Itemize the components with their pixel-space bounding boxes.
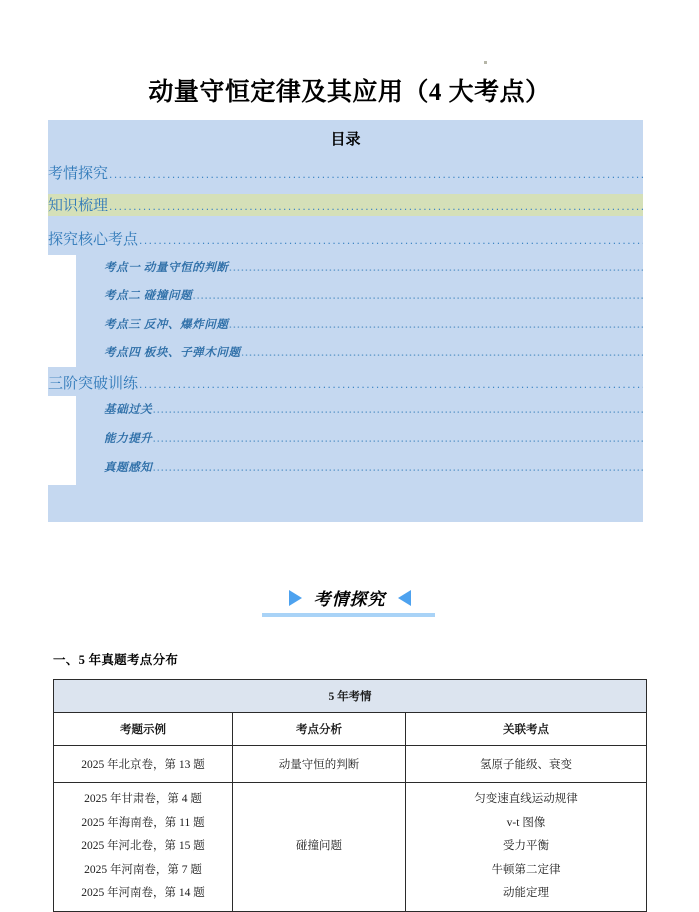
toc-dot-leader [193,290,643,302]
column-header-examples: 考题示例 [54,713,233,746]
toc-subitem-kaodian-3[interactable] [76,316,643,336]
toc-dot-leader [109,197,643,212]
toc-white-notch-lower [48,396,76,485]
cell-analysis: 碰撞问题 [233,783,406,912]
toc-subitem-label: 考点四 板块、子弹木问题 [104,347,241,359]
toc-subitem-label: 真题感知 [104,462,153,474]
toc-item-kaoqingtanjiu[interactable] [48,162,643,184]
cell-examples: 2025 年北京卷，第 13 题 [54,746,233,783]
toc-item-label: 探究核心考点 [48,231,139,248]
section-title: 考情探究 [313,590,386,609]
toc-subitem-label: 考点一 动量守恒的判断 [104,262,229,274]
toc-subitem-label: 考点三 反冲、爆炸问题 [104,319,229,331]
toc-dot-leader [139,375,643,390]
cell-related: 匀变速直线运动规律 v-t 图像 受力平衡 牛顿第二定律 动能定理 [406,783,647,912]
table-header-row [54,713,647,746]
toc-subitem-nenglitisheng[interactable] [76,430,643,450]
scan-artifact-dot [484,61,487,64]
toc-subitem-label: 基础过关 [104,404,153,416]
toc-dot-leader [153,462,643,474]
triangle-left-icon [398,590,411,606]
section-header [0,585,699,611]
toc-subitem-zhentiganzhi[interactable] [76,459,643,479]
table-banner-row [54,680,647,713]
column-header-analysis: 考点分析 [233,713,406,746]
toc-dot-leader [229,262,643,274]
toc-subitem-jichuguoguan[interactable] [76,401,643,421]
toc-dot-leader [242,347,643,359]
exam-distribution-table [53,679,647,912]
toc-dot-leader [153,404,643,416]
toc-subitem-kaodian-1[interactable] [76,259,643,279]
toc-subitem-label: 考点二 碰撞问题 [104,290,193,302]
toc-item-tanjiuhexinkaodian[interactable] [48,228,643,250]
toc-item-zhishishuli[interactable] [48,194,643,216]
toc-dot-leader [153,433,643,445]
toc-item-label: 知识梳理 [48,197,109,214]
column-header-related: 关联考点 [406,713,647,746]
toc-subitem-kaodian-2[interactable] [76,287,643,307]
table-row [54,783,647,912]
toc-item-label: 考情探究 [48,165,109,182]
table-row [54,746,647,783]
toc-heading: 目录 [330,132,361,148]
cell-analysis: 动量守恒的判断 [233,746,406,783]
toc-subitem-label: 能力提升 [104,433,153,445]
section-underline [262,613,435,617]
toc-item-sanjietupoxunlian[interactable] [48,372,643,394]
toc-white-notch-upper [48,255,76,367]
page-title: 动量守恒定律及其应用（4 大考点） [148,79,551,106]
toc-dot-leader [229,319,643,331]
exam-distribution-table-wrapper [53,679,646,912]
triangle-right-icon [289,590,302,606]
table-of-contents-panel [48,120,643,522]
toc-dot-leader [139,231,643,246]
toc-item-label: 三阶突破训练 [48,375,139,392]
table-banner-cell: 5 年考情 [54,680,647,713]
cell-related: 氢原子能级、衰变 [406,746,647,783]
subsection-heading: 一、5 年真题考点分布 [53,653,179,667]
toc-dot-leader [109,165,643,180]
cell-examples: 2025 年甘肃卷，第 4 题 2025 年海南卷，第 11 题 2025 年河北卷，第 15 题 2025 年河南卷，第 7 题 2025 年河南卷，第 14 题 [54,783,233,912]
toc-subitem-kaodian-4[interactable] [76,344,643,364]
